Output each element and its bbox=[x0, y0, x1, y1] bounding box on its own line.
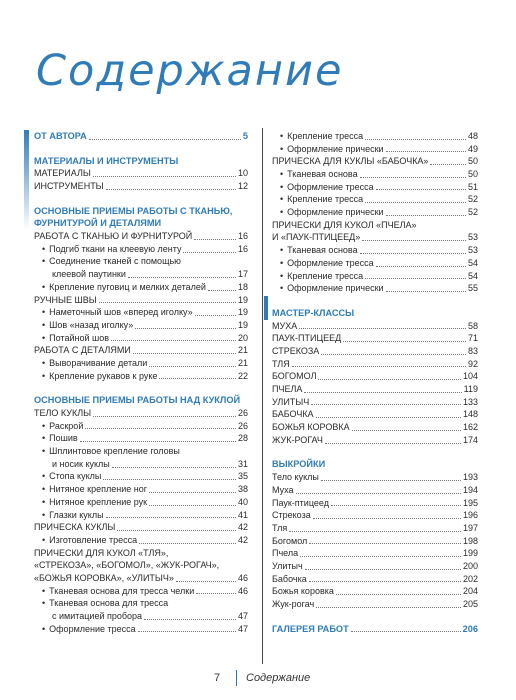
toc-entry-title: ОСНОВНЫЕ ПРИЕМЫ РАБОТЫ НАД КУКЛОЙ bbox=[34, 395, 241, 406]
toc-page-number: 119 bbox=[463, 384, 478, 395]
toc-leader-dots bbox=[321, 480, 461, 481]
toc-entry-title: Жук-рогач bbox=[272, 599, 315, 610]
toc-entry-title: • Крепление рукавов к руке bbox=[42, 370, 157, 383]
toc-entry-title: • Крепление тресса bbox=[280, 193, 363, 206]
toc-page-number: 35 bbox=[237, 471, 248, 482]
toc-page-number: 53 bbox=[467, 245, 478, 256]
toc-leader-dots bbox=[336, 594, 461, 595]
toc-entry[interactable] bbox=[272, 345, 478, 358]
toc-entry-title: • Раскрой bbox=[42, 420, 83, 433]
toc-leader-dots bbox=[386, 215, 466, 216]
toc-leader-dots bbox=[117, 530, 236, 531]
toc-entry-title: • Соединение тканей с помощью bbox=[42, 255, 181, 268]
toc-page-number: 162 bbox=[462, 422, 478, 433]
toc-entry[interactable] bbox=[34, 294, 248, 307]
toc-entry-title: • Выворачивание детали bbox=[42, 357, 147, 370]
toc-entry-title: ТЛЯ bbox=[272, 358, 290, 369]
toc-entry-title: БОГОМОЛ bbox=[272, 371, 317, 382]
toc-entry[interactable] bbox=[272, 232, 478, 245]
toc-entry[interactable] bbox=[272, 573, 478, 586]
column-divider bbox=[262, 128, 263, 664]
toc-entry-title: • Крепление тресса bbox=[280, 270, 363, 283]
toc-page-number: 174 bbox=[462, 434, 478, 445]
toc-leader-dots bbox=[159, 378, 236, 379]
toc-entry[interactable] bbox=[272, 244, 478, 257]
toc-entry[interactable] bbox=[272, 497, 478, 510]
toc-entry-title: ОТ АВТОРА bbox=[34, 130, 87, 141]
toc-entry-title: «БОЖЬЯ КОРОВКА», «УЛИТЫЧ» bbox=[34, 572, 174, 583]
toc-page-number: 41 bbox=[237, 509, 248, 520]
toc-entry-title: • Подгиб ткани на клеевую ленту bbox=[42, 243, 181, 256]
toc-entry[interactable] bbox=[34, 559, 248, 572]
footer-section-label: Содержание bbox=[246, 672, 311, 684]
toc-leader-dots bbox=[128, 277, 236, 278]
toc-entry[interactable] bbox=[272, 585, 478, 598]
toc-page-number: 199 bbox=[462, 548, 478, 559]
toc-entry-title: • Тканевая основа bbox=[280, 244, 358, 257]
toc-entry[interactable] bbox=[272, 623, 478, 636]
toc-entry-title: • Тканевая основа для тресса bbox=[42, 597, 168, 610]
toc-page-number: 196 bbox=[462, 510, 478, 521]
toc-entry[interactable] bbox=[34, 458, 248, 471]
toc-entry-title: МАТЕРИАЛЫ И ИНСТРУМЕНТЫ bbox=[34, 155, 179, 166]
toc-leader-dots bbox=[149, 366, 236, 367]
toc-entry[interactable] bbox=[272, 598, 478, 611]
toc-entry-title: и носик куклы bbox=[52, 458, 110, 469]
accent-bar-right bbox=[264, 296, 268, 320]
toc-leader-dots bbox=[351, 631, 461, 632]
toc-entry-title: СТРЕКОЗА bbox=[272, 345, 320, 356]
toc-entry-title: РУЧНЫЕ ШВЫ bbox=[34, 294, 97, 305]
toc-leader-dots bbox=[80, 441, 236, 442]
toc-entry[interactable] bbox=[272, 547, 478, 560]
toc-entry-title: • Наметочный шов «вперед иголку» bbox=[42, 306, 193, 319]
toc-leader-dots bbox=[311, 404, 461, 405]
toc-leader-dots bbox=[111, 340, 236, 341]
toc-leader-dots bbox=[362, 240, 466, 241]
toc-entry[interactable] bbox=[272, 206, 478, 219]
toc-entry[interactable] bbox=[272, 155, 478, 168]
toc-leader-dots bbox=[85, 428, 236, 429]
toc-leader-dots bbox=[149, 492, 236, 493]
toc-entry[interactable] bbox=[34, 483, 248, 496]
toc-entry[interactable] bbox=[34, 268, 248, 281]
toc-leader-dots bbox=[376, 266, 466, 267]
toc-page-number: 104 bbox=[462, 371, 478, 382]
accent-bar-left bbox=[24, 130, 29, 230]
toc-entry[interactable] bbox=[34, 167, 248, 180]
toc-page-number: 26 bbox=[237, 420, 248, 431]
toc-entry[interactable] bbox=[34, 332, 248, 345]
toc-entry[interactable] bbox=[34, 394, 248, 407]
toc-entry[interactable] bbox=[34, 521, 248, 534]
toc-page-number: 20 bbox=[237, 332, 248, 343]
toc-entry-title: • Оформление прически bbox=[280, 282, 384, 295]
toc-page-number: 193 bbox=[462, 472, 478, 483]
toc-entry-title: • Оформление прически bbox=[280, 206, 384, 219]
toc-entry[interactable] bbox=[272, 282, 478, 295]
toc-entry[interactable] bbox=[272, 130, 478, 143]
toc-entry[interactable] bbox=[34, 585, 248, 598]
toc-leader-dots bbox=[89, 139, 241, 140]
toc-page-number: 83 bbox=[467, 345, 478, 356]
footer-divider bbox=[236, 670, 237, 686]
toc-entry[interactable] bbox=[272, 370, 478, 383]
toc-page-number: 194 bbox=[462, 484, 478, 495]
toc-page-number: 19 bbox=[237, 307, 248, 318]
toc-entry[interactable] bbox=[34, 597, 248, 610]
toc-entry-title: Божья коровка bbox=[272, 586, 334, 597]
toc-entry-title: И «ПАУК-ПТИЦЕЕД» bbox=[272, 232, 361, 243]
toc-leader-dots bbox=[196, 593, 236, 594]
toc-entry-title: • Стопа куклы bbox=[42, 470, 101, 483]
toc-entry[interactable] bbox=[34, 155, 248, 168]
toc-entry[interactable] bbox=[34, 407, 248, 420]
toc-page-number: 204 bbox=[462, 586, 478, 597]
toc-leader-dots bbox=[316, 607, 461, 608]
toc-entry-title: • Тканевая основа для тресса челки bbox=[42, 585, 194, 598]
toc-entry[interactable] bbox=[272, 434, 478, 447]
toc-entry-title: Тело куклы bbox=[272, 472, 319, 483]
toc-entry[interactable] bbox=[272, 257, 478, 270]
toc-page-number: 50 bbox=[467, 169, 478, 180]
toc-entry[interactable] bbox=[272, 522, 478, 535]
toc-entry[interactable] bbox=[272, 332, 478, 345]
toc-entry[interactable] bbox=[272, 396, 478, 409]
toc-entry-title: • Оформление тресса bbox=[42, 623, 136, 636]
toc-entry[interactable] bbox=[272, 484, 478, 497]
toc-entry[interactable] bbox=[34, 180, 248, 193]
toc-entry-title: ФУРНИТУРОЙ И ДЕТАЛЯМИ bbox=[34, 218, 162, 229]
toc-leader-dots bbox=[135, 328, 236, 329]
toc-page-number: 92 bbox=[467, 358, 478, 369]
toc-leader-dots bbox=[112, 467, 236, 468]
toc-entry-title: ГАЛЕРЕЯ РАБОТ bbox=[272, 623, 349, 634]
toc-entry[interactable] bbox=[34, 256, 248, 269]
toc-entry-title: • Нитяное крепление ног bbox=[42, 483, 147, 496]
toc-leader-dots bbox=[106, 517, 236, 518]
toc-leader-dots bbox=[296, 493, 461, 494]
toc-leader-dots bbox=[144, 619, 236, 620]
toc-leader-dots bbox=[430, 164, 466, 165]
toc-entry-title: ИНСТРУМЕНТЫ bbox=[34, 181, 104, 192]
toc-entry-title: ПРИЧЕСКА КУКЛЫ bbox=[34, 522, 116, 533]
toc-entry[interactable] bbox=[34, 471, 248, 484]
toc-page-number: 16 bbox=[237, 231, 248, 242]
toc-page-number: 28 bbox=[237, 433, 248, 444]
toc-leader-dots bbox=[309, 581, 461, 582]
toc-page-number: 19 bbox=[237, 319, 248, 330]
toc-leader-dots bbox=[309, 543, 461, 544]
toc-entry-title: • Оформление тресса bbox=[280, 257, 374, 270]
toc-column-right bbox=[272, 130, 478, 635]
toc-entry[interactable] bbox=[34, 306, 248, 319]
toc-entry[interactable] bbox=[34, 344, 248, 357]
toc-page-number: 55 bbox=[467, 283, 478, 294]
toc-entry[interactable] bbox=[34, 420, 248, 433]
toc-entry-title: • Изготовление тресса bbox=[42, 534, 137, 547]
toc-leader-dots bbox=[195, 315, 236, 316]
toc-entry-title: ПРИЧЕСКИ ДЛЯ КУКОЛ «ТЛЯ», bbox=[34, 547, 169, 558]
toc-leader-dots bbox=[305, 569, 461, 570]
toc-page-number: 21 bbox=[237, 357, 248, 368]
toc-leader-dots bbox=[194, 239, 236, 240]
toc-leader-dots bbox=[386, 151, 466, 152]
toc-entry[interactable] bbox=[34, 230, 248, 243]
toc-page-number: 22 bbox=[237, 370, 248, 381]
toc-leader-dots bbox=[360, 253, 466, 254]
toc-page-number: 54 bbox=[467, 257, 478, 268]
toc-leader-dots bbox=[93, 416, 236, 417]
toc-entry-title: Улитыч bbox=[272, 560, 303, 571]
toc-entry[interactable] bbox=[34, 130, 248, 143]
toc-page-number: 47 bbox=[237, 611, 248, 622]
toc-entry[interactable] bbox=[272, 168, 478, 181]
toc-entry-title: МУХА bbox=[272, 320, 298, 331]
toc-entry-title: ТЕЛО КУКЛЫ bbox=[34, 408, 92, 419]
toc-leader-dots bbox=[376, 189, 466, 190]
toc-leader-dots bbox=[289, 531, 461, 532]
toc-entry[interactable] bbox=[34, 610, 248, 623]
toc-leader-dots bbox=[99, 302, 236, 303]
toc-leader-dots bbox=[176, 581, 236, 582]
toc-entry-title: • Оформление тресса bbox=[280, 181, 374, 194]
toc-page-number: 71 bbox=[467, 333, 478, 344]
toc-entry-title: • Тканевая основа bbox=[280, 168, 358, 181]
toc-entry-title: «СТРЕКОЗА», «БОГОМОЛ», «ЖУК-РОГАЧ», bbox=[34, 560, 220, 571]
toc-entry-title: • Крепление пуговиц и мелких деталей bbox=[42, 281, 206, 294]
toc-entry-title: клеевой паутинки bbox=[52, 269, 126, 280]
toc-entry-title: МАТЕРИАЛЫ bbox=[34, 168, 91, 179]
toc-entry[interactable] bbox=[34, 432, 248, 445]
toc-entry[interactable] bbox=[34, 243, 248, 256]
toc-entry[interactable] bbox=[272, 270, 478, 283]
toc-entry-title: Тля bbox=[272, 522, 288, 533]
toc-page-number: 202 bbox=[462, 573, 478, 584]
toc-page-number: 197 bbox=[462, 522, 478, 533]
toc-page-number: 148 bbox=[462, 409, 478, 420]
toc-page-number: 18 bbox=[237, 281, 248, 292]
toc-entry[interactable] bbox=[272, 358, 478, 371]
toc-page-number: 54 bbox=[467, 270, 478, 281]
toc-entry-title: Муха bbox=[272, 484, 294, 495]
toc-entry-title: • Крепление тресса bbox=[280, 130, 363, 143]
toc-entry-title: • Потайной шов bbox=[42, 332, 109, 345]
toc-entry-title: • Глазки куклы bbox=[42, 509, 104, 522]
toc-entry[interactable] bbox=[34, 496, 248, 509]
toc-entry-title: ПРИЧЕСКА ДЛЯ КУКЛЫ «БАБОЧКА» bbox=[272, 156, 429, 167]
toc-page-number: 50 bbox=[467, 156, 478, 167]
toc-entry[interactable] bbox=[34, 623, 248, 636]
toc-entry-title: ВЫКРОЙКИ bbox=[272, 459, 326, 470]
toc-page-number: 53 bbox=[467, 232, 478, 243]
toc-entry-title: Богомол bbox=[272, 535, 308, 546]
toc-leader-dots bbox=[365, 139, 466, 140]
toc-page-number: 58 bbox=[467, 320, 478, 331]
toc-entry-title: ОСНОВНЫЕ ПРИЕМЫ РАБОТЫ С ТКАНЬЮ, bbox=[34, 205, 233, 216]
toc-entry[interactable] bbox=[34, 509, 248, 522]
toc-entry[interactable] bbox=[272, 459, 478, 472]
toc-leader-dots bbox=[304, 392, 461, 393]
toc-entry-title: с имитацией пробора bbox=[52, 611, 143, 622]
toc-entry-title: • Шов «назад иголку» bbox=[42, 319, 133, 332]
toc-page-number: 10 bbox=[237, 168, 248, 179]
toc-leader-dots bbox=[138, 631, 236, 632]
toc-leader-dots bbox=[365, 202, 466, 203]
toc-entry[interactable] bbox=[272, 383, 478, 396]
toc-entry[interactable] bbox=[272, 408, 478, 421]
toc-entry-title: • Нитяное крепление рук bbox=[42, 496, 147, 509]
toc-leader-dots bbox=[360, 177, 466, 178]
toc-leader-dots bbox=[300, 556, 461, 557]
toc-page-number: 12 bbox=[237, 181, 248, 192]
toc-leader-dots bbox=[103, 479, 236, 480]
toc-entry-title: ПАУК-ПТИЦЕЕД bbox=[272, 333, 342, 344]
toc-leader-dots bbox=[365, 278, 466, 279]
toc-page-number: 31 bbox=[237, 458, 248, 469]
toc-leader-dots bbox=[183, 252, 236, 253]
toc-entry-title: БАБОЧКА bbox=[272, 409, 314, 420]
toc-page-number: 51 bbox=[467, 181, 478, 192]
toc-leader-dots bbox=[106, 189, 236, 190]
toc-entry-title: ПРИЧЕСКИ ДЛЯ КУКОЛ «ПЧЕЛА» bbox=[272, 219, 417, 230]
toc-entry-title: Пчела bbox=[272, 548, 299, 559]
toc-leader-dots bbox=[139, 543, 236, 544]
toc-page-number: 48 bbox=[467, 130, 478, 141]
toc-page-number: 38 bbox=[237, 484, 248, 495]
toc-leader-dots bbox=[321, 354, 466, 355]
toc-entry-title: РАБОТА С ДЕТАЛЯМИ bbox=[34, 345, 131, 356]
toc-page-number: 42 bbox=[237, 522, 248, 533]
toc-page-number: 19 bbox=[237, 294, 248, 305]
toc-page-number: 52 bbox=[467, 207, 478, 218]
toc-entry[interactable] bbox=[34, 281, 248, 294]
toc-entry-title: • Пошив bbox=[42, 432, 78, 445]
toc-page-number: 16 bbox=[237, 243, 248, 254]
toc-leader-dots bbox=[133, 353, 236, 354]
toc-entry[interactable] bbox=[34, 370, 248, 383]
toc-leader-dots bbox=[352, 430, 461, 431]
toc-entry[interactable] bbox=[34, 319, 248, 332]
toc-entry[interactable] bbox=[34, 547, 248, 560]
toc-leader-dots bbox=[313, 518, 461, 519]
toc-leader-dots bbox=[331, 505, 461, 506]
toc-page-number: 17 bbox=[237, 269, 248, 280]
toc-entry-title: • Шплинтовое крепление головы bbox=[42, 445, 180, 458]
toc-entry[interactable] bbox=[34, 205, 248, 218]
toc-entry[interactable] bbox=[34, 445, 248, 458]
toc-page-number: 42 bbox=[237, 534, 248, 545]
toc-entry[interactable] bbox=[34, 357, 248, 370]
toc-entry[interactable] bbox=[272, 181, 478, 194]
toc-page-number: 200 bbox=[462, 560, 478, 571]
toc-leader-dots bbox=[386, 291, 466, 292]
toc-column-left bbox=[34, 130, 248, 635]
toc-entry[interactable] bbox=[272, 193, 478, 206]
toc-page-number: 195 bbox=[462, 497, 478, 508]
toc-entry-title: • Оформление прически bbox=[280, 143, 384, 156]
page-title: Содержание bbox=[36, 46, 344, 96]
toc-entry[interactable] bbox=[34, 217, 248, 230]
toc-entry[interactable] bbox=[272, 143, 478, 156]
toc-entry[interactable] bbox=[34, 534, 248, 547]
toc-page-number: 40 bbox=[237, 496, 248, 507]
toc-page-number: 49 bbox=[467, 143, 478, 154]
toc-entry-title: МАСТЕР-КЛАССЫ bbox=[272, 307, 355, 318]
toc-page-number: 198 bbox=[462, 535, 478, 546]
toc-page-number: 21 bbox=[237, 345, 248, 356]
toc-page-number: 26 bbox=[237, 408, 248, 419]
toc-page-number: 52 bbox=[467, 194, 478, 205]
toc-leader-dots bbox=[318, 379, 460, 380]
toc-leader-dots bbox=[299, 328, 466, 329]
toc-entry-title: Паук-птицеед bbox=[272, 497, 329, 508]
toc-entry-title: УЛИТЫЧ bbox=[272, 396, 310, 407]
toc-entry[interactable] bbox=[272, 421, 478, 434]
toc-leader-dots bbox=[149, 505, 236, 506]
toc-leader-dots bbox=[343, 341, 466, 342]
toc-page-number: 205 bbox=[462, 599, 478, 610]
toc-entry[interactable] bbox=[272, 471, 478, 484]
toc-entry[interactable] bbox=[272, 307, 478, 320]
toc-page-number: 5 bbox=[242, 130, 248, 141]
toc-entry-title: РАБОТА С ТКАНЬЮ И ФУРНИТУРОЙ bbox=[34, 231, 193, 242]
toc-entry-title: ЖУК-РОГАЧ bbox=[272, 434, 323, 445]
toc-leader-dots bbox=[208, 290, 236, 291]
toc-page-number: 46 bbox=[237, 572, 248, 583]
toc-entry[interactable] bbox=[272, 509, 478, 522]
toc-entry-title: БОЖЬЯ КОРОВКА bbox=[272, 422, 350, 433]
toc-leader-dots bbox=[316, 417, 461, 418]
toc-page-number: 47 bbox=[237, 623, 248, 634]
toc-entry-title: Стрекоза bbox=[272, 510, 311, 521]
toc-leader-dots bbox=[325, 443, 461, 444]
toc-leader-dots bbox=[93, 176, 236, 177]
toc-entry[interactable] bbox=[272, 560, 478, 573]
toc-entry[interactable] bbox=[272, 320, 478, 333]
toc-entry-title: ПЧЕЛА bbox=[272, 384, 303, 395]
toc-entry[interactable] bbox=[272, 535, 478, 548]
toc-page-number: 46 bbox=[237, 585, 248, 596]
toc-entry-title: Бабочка bbox=[272, 573, 307, 584]
toc-page-number: 206 bbox=[462, 623, 478, 634]
toc-entry[interactable] bbox=[34, 572, 248, 585]
toc-leader-dots bbox=[292, 366, 466, 367]
toc-page-number: 133 bbox=[462, 396, 478, 407]
page-number: 7 bbox=[214, 672, 221, 684]
toc-entry[interactable] bbox=[272, 219, 478, 232]
